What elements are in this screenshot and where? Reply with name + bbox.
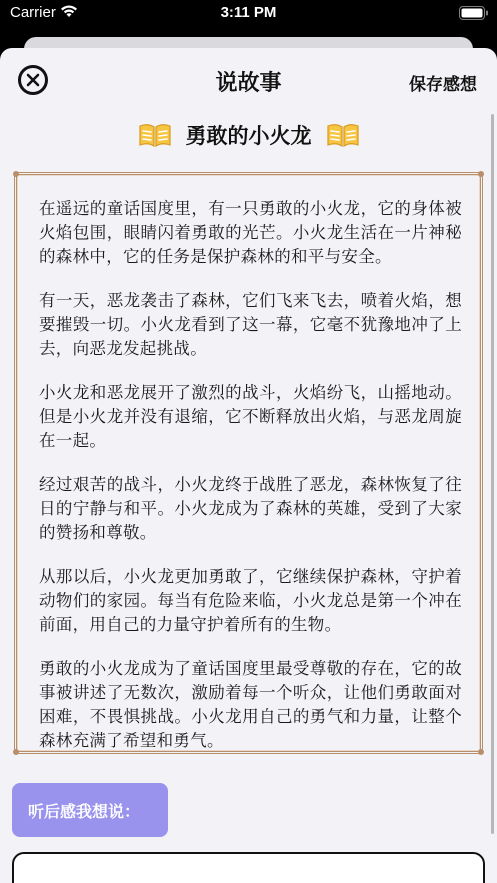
story-title: 勇敢的小火龙 (185, 124, 312, 148)
story-paragraph: 在遥远的童话国度里，有一只勇敢的小火龙，它的身体被火焰包围，眼睛闪着勇敢的光芒。小火龙生活在一片神秘的森林中，它的任务是保护森林的和平与安全。 (39, 199, 462, 266)
story-paragraph: 从那以后，小火龙更加勇敢了，它继续保护森林，守护着动物们的家园。每当有危险来临，小火龙总是第一个冲在前面，用自己的力量守护着所有的生物。 (39, 567, 462, 634)
story-text (39, 197, 462, 753)
story-paragraph: 小火龙和恶龙展开了激烈的战斗，火焰纷飞，山摇地动。但是小火龙并没有退缩，它不断释放出火焰，与恶龙周旋在一起。 (39, 383, 462, 450)
status-time: 3:11 PM (220, 4, 277, 21)
story-title-row (0, 118, 497, 152)
feedback-input[interactable] (12, 852, 485, 883)
page-title: 说故事 (215, 71, 282, 96)
battery-icon (459, 6, 489, 20)
frame-corner (478, 171, 484, 177)
story-paragraph: 勇敢的小火龙成为了童话国度里最受尊敬的存在，它的故事被讲述了无数次，激励着每一个听众，让他们勇敢面对困难，不畏惧挑战。小火龙用自己的勇气和力量，让整个森林充满了希望和勇气。 (39, 659, 462, 750)
frame-corner (13, 171, 19, 177)
frame-corner (478, 749, 484, 755)
frame-corner (13, 749, 19, 755)
story-text-frame (14, 172, 483, 754)
feedback-prompt-bubble: 听后感我想说： (12, 783, 168, 837)
story-sheet (0, 48, 497, 883)
status-bar (0, 0, 497, 28)
open-book-icon (138, 122, 172, 148)
story-paragraph: 有一天，恶龙袭击了森林，它们飞来飞去，喷着火焰，想要摧毁一切。小火龙看到了这一幕，它毫不犹豫地冲了上去，向恶龙发起挑战。 (39, 291, 462, 358)
story-paragraph: 经过艰苦的战斗，小火龙终于战胜了恶龙，森林恢复了往日的宁静与和平。小火龙成为了森林的英雄，受到了大家的赞扬和尊敬。 (39, 475, 462, 542)
open-book-icon (326, 122, 360, 148)
carrier-label: Carrier (10, 4, 56, 21)
save-thoughts-button[interactable]: 保存感想 (409, 75, 477, 95)
vertical-scrollbar[interactable] (491, 114, 494, 834)
